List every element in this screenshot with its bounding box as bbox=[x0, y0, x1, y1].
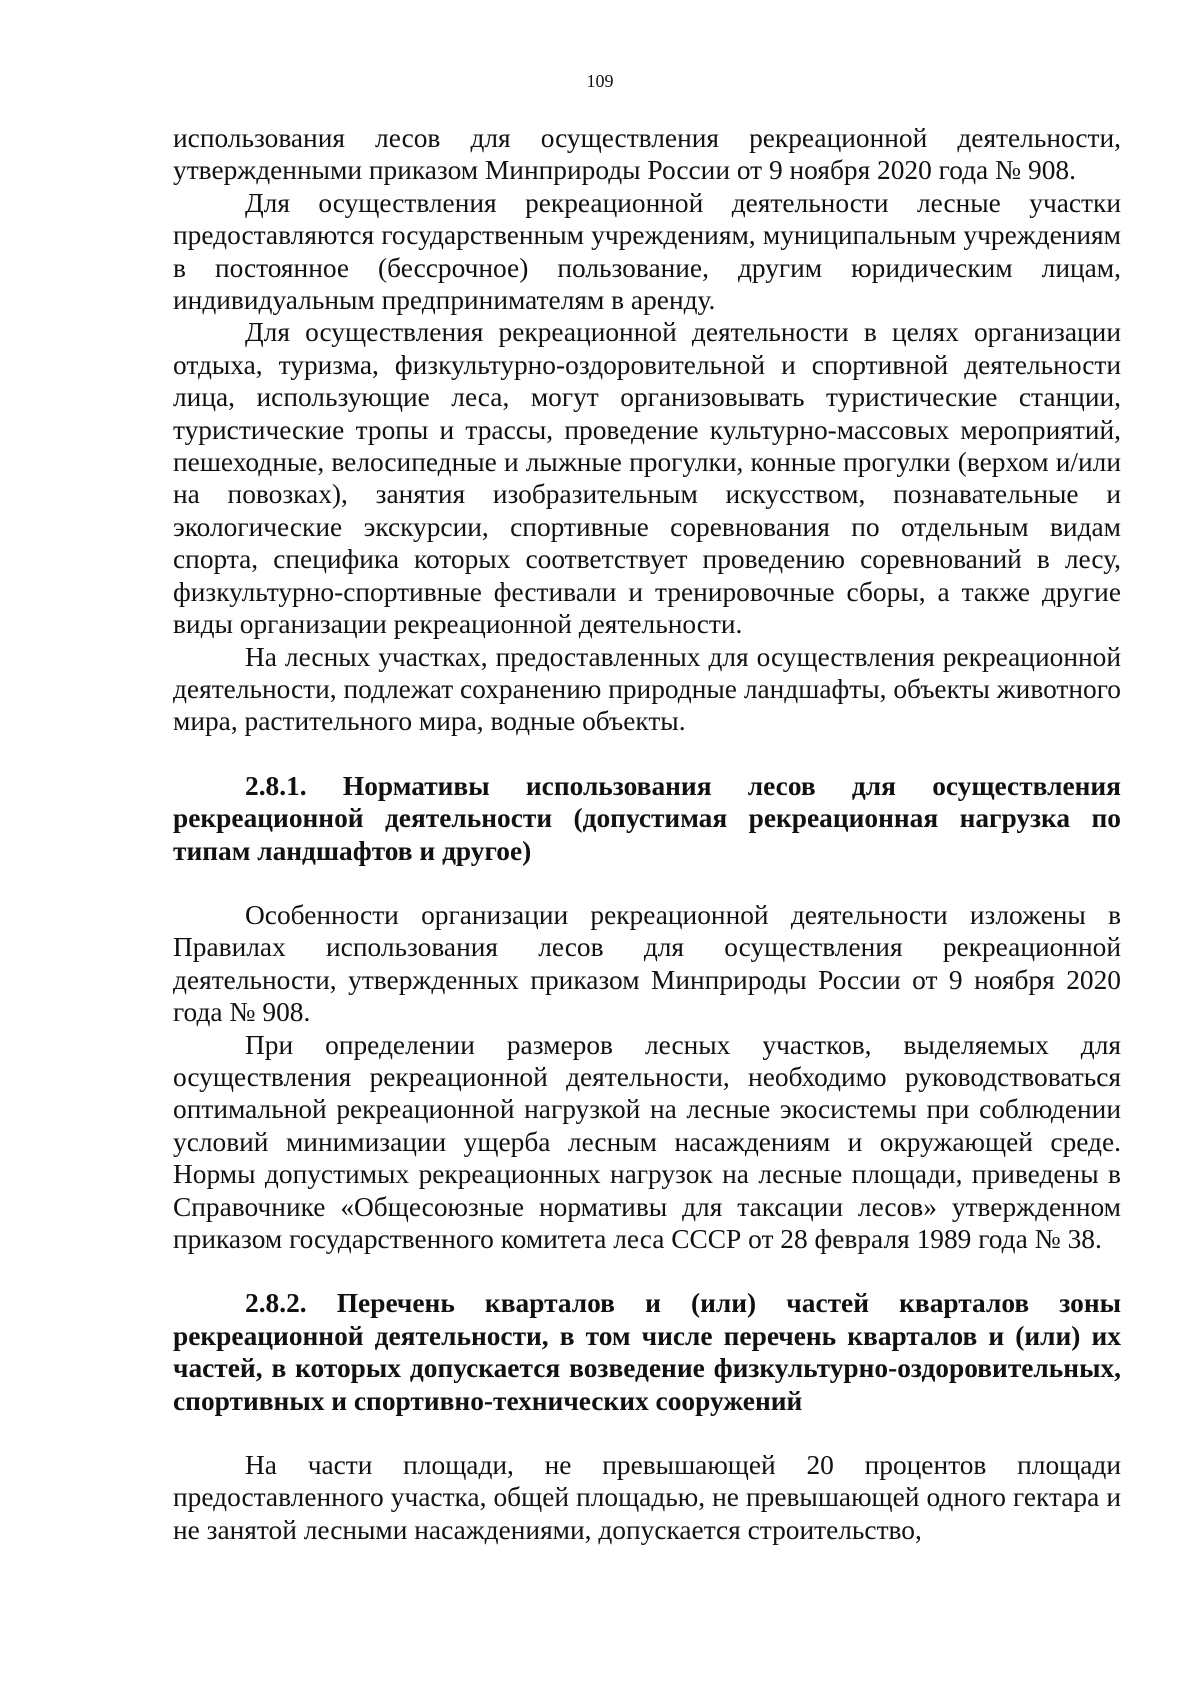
section-2-8-1-heading: 2.8.1. Нормативы использования лесов для осуществления рекреационной деятельности (допустимая рекреационная нагрузка по типам ландшафтов и другое) bbox=[173, 770, 1121, 866]
paragraph-continuation: использования лесов для осуществления рекреационной деятельности, утвержденными приказом Минприроды России от 9 ноября 2020 года № 908. bbox=[173, 123, 1121, 186]
section-2-8-2-paragraph-construction: На части площади, не превышающей 20 процентов площади предоставленного участка, общей площадью, не превышающей одного гектара и не занятой лесными насаждениями, допускается строительство, bbox=[173, 1450, 1121, 1545]
paragraph-land-provision: Для осуществления рекреационной деятельности лесные участки предоставляются государственным учреждениям, муниципальным учреждениям в постоянное (бессрочное) пользование, другим юридическим лицам, индивидуальным предпринимателям в аренду. bbox=[173, 187, 1121, 316]
paragraph-recreation-activities: Для осуществления рекреационной деятельности в целях организации отдыха, туризма, физкультурно-оздоровительной и спортивной деятельности лица, использующие леса, могут организовывать туристические станции, туристические тропы и трассы, проведение культурно-массовых мероприятий, пешеходные, велосипедные и лыжные прогулки, конные прогулки (верхом и/или на повозках), занятия изобразительным искусством, познавательные и экологические экскурсии, спортивные соревнования по отдельным видам спорта, специфика которых соответствует проведению соревнований в лесу, физкультурно-спортивные фестивали и тренировочные сборы, а также другие виды организации рекреационной деятельности. bbox=[173, 317, 1121, 640]
paragraph-preservation: На лесных участках, предоставленных для осуществления рекреационной деятельности, подлежат сохранению природные ландшафты, объекты животного мира, растительного мира, водные объекты. bbox=[173, 641, 1121, 737]
page-body bbox=[173, 122, 1121, 1546]
section-2-8-1-heading-wrap bbox=[173, 770, 1121, 867]
section-2-8-1-paragraph-rules: Особенности организации рекреационной деятельности изложены в Правилах использования лесов для осуществления рекреационной деятельности, утвержденных приказом Минприроды России от 9 ноября 2020 года № 908. bbox=[173, 899, 1121, 1028]
page-number: 109 bbox=[586, 71, 614, 91]
section-2-8-2-heading-wrap bbox=[173, 1287, 1121, 1417]
section-2-8-1-paragraph-loads: При определении размеров лесных участков, выделяемых для осуществления рекреационной деятельности, необходимо руководствоваться оптимальной рекреационной нагрузкой на лесные экосистемы при соблюдении условий минимизации ущерба лесным насаждениям и окружающей среде. Нормы допустимых рекреационных нагрузок на лесные площади, приведены в Справочнике «Общесоюзные нормативы для таксации лесов» утвержденном приказом государственного комитета леса СССР от 28 февраля 1989 года № 38. bbox=[173, 1029, 1121, 1254]
section-2-8-2-heading: 2.8.2. Перечень кварталов и (или) частей кварталов зоны рекреационной деятельности, в том числе перечень кварталов и (или) их частей, в которых допускается возведение физкультурно-оздоровительных, спортивных и спортивно-технических сооружений bbox=[173, 1288, 1121, 1416]
